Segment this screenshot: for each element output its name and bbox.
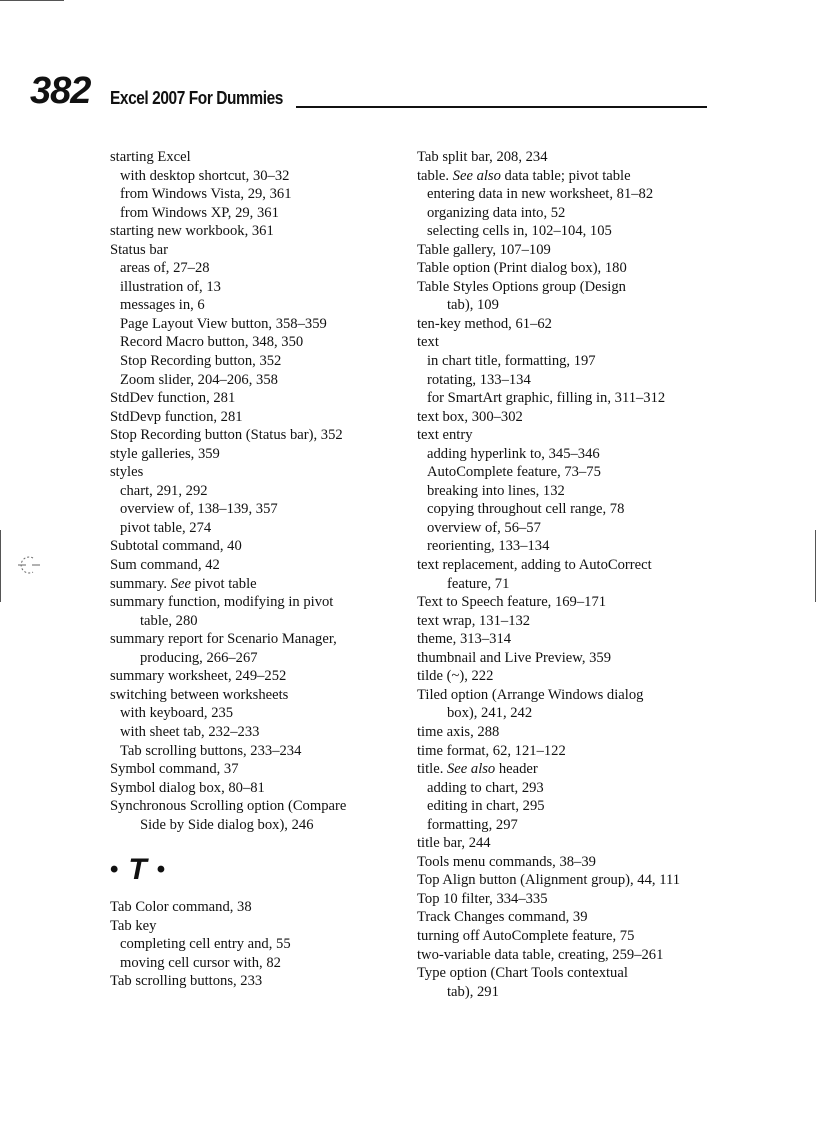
cross-reference-label: See also <box>452 167 501 184</box>
index-entry <box>110 445 410 464</box>
index-entry <box>417 315 717 334</box>
entry-text: pivot table, 274 <box>120 519 212 536</box>
index-entry <box>417 964 717 983</box>
cross-reference-label: See <box>170 575 191 592</box>
index-column-left <box>110 148 410 991</box>
index-entry <box>417 834 717 853</box>
entry-text: adding hyperlink to, 345–346 <box>427 445 600 462</box>
index-subentry <box>417 185 717 204</box>
entry-text: theme, 313–314 <box>417 631 512 648</box>
entry-text: time axis, 288 <box>417 723 500 740</box>
index-entry-continuation <box>417 704 717 723</box>
entry-text: style galleries, 359 <box>110 445 220 462</box>
index-subentry <box>110 723 410 742</box>
entry-text: rotating, 133–134 <box>427 371 531 388</box>
entry-text: Symbol command, 37 <box>110 761 239 778</box>
entry-text: editing in chart, 295 <box>427 798 545 815</box>
entry-text: AutoComplete feature, 73–75 <box>427 464 601 481</box>
index-subentry <box>110 315 410 334</box>
entry-text: text wrap, 131–132 <box>417 612 531 629</box>
entry-text: Top 10 filter, 334–335 <box>417 890 548 907</box>
index-column-right <box>417 148 717 1001</box>
entry-text: time format, 62, 121–122 <box>417 742 566 759</box>
index-subentry <box>110 704 410 723</box>
index-entry <box>417 148 717 167</box>
entry-text: StdDevp function, 281 <box>110 408 243 425</box>
entry-text: with keyboard, 235 <box>120 705 234 722</box>
entry-text: Tab scrolling buttons, 233 <box>110 973 263 990</box>
entry-text: summary report for Scenario Manager, <box>110 631 337 648</box>
index-entry <box>417 241 717 260</box>
entry-text: Tab scrolling buttons, 233–234 <box>120 742 302 759</box>
entry-text: header <box>495 761 538 778</box>
index-entry <box>110 148 410 167</box>
entry-text: data table; pivot table <box>500 167 631 184</box>
index-entry <box>110 389 410 408</box>
index-subentry <box>417 371 717 390</box>
index-entry <box>110 575 410 594</box>
entry-text: from Windows Vista, 29, 361 <box>120 186 292 203</box>
index-subentry <box>417 482 717 501</box>
index-entry <box>417 723 717 742</box>
entry-text: adding to chart, 293 <box>427 779 544 796</box>
index-entry <box>110 760 410 779</box>
entry-text: styles <box>110 464 144 481</box>
entry-text: starting new workbook, 361 <box>110 223 274 240</box>
index-entry <box>417 890 717 909</box>
section-heading-t <box>110 834 410 898</box>
entry-text: overview of, 138–139, 357 <box>120 501 278 518</box>
index-subentry <box>110 296 410 315</box>
index-entry <box>417 612 717 631</box>
cross-reference-label: See also <box>447 761 496 778</box>
index-subentry <box>417 519 717 538</box>
entry-text: reorienting, 133–134 <box>427 538 550 555</box>
entry-text: in chart title, formatting, 197 <box>427 353 596 370</box>
index-entry <box>417 871 717 890</box>
header-rule <box>296 106 707 108</box>
entry-text: title bar, 244 <box>417 835 491 852</box>
index-entry-continuation <box>417 296 717 315</box>
entry-text: Tab split bar, 208, 234 <box>417 149 548 165</box>
index-entry <box>417 760 717 779</box>
index-subentry <box>417 352 717 371</box>
index-entry <box>417 630 717 649</box>
index-entry <box>110 630 410 649</box>
entry-text: summary worksheet, 249–252 <box>110 668 287 685</box>
entry-text: with desktop shortcut, 30–32 <box>120 167 290 184</box>
index-subentry <box>110 482 410 501</box>
entry-text: tilde (~), 222 <box>417 668 494 685</box>
index-entry <box>110 537 410 556</box>
index-subentry <box>110 352 410 371</box>
index-entry <box>110 241 410 260</box>
entry-text: overview of, 56–57 <box>427 519 541 536</box>
index-entry <box>110 222 410 241</box>
entry-text: text <box>417 334 439 351</box>
entry-text: Type option (Chart Tools contextual <box>417 965 628 982</box>
entry-text: Top Align button (Alignment group), 44, 111 <box>417 872 680 889</box>
entry-text: moving cell cursor with, 82 <box>120 954 281 971</box>
index-subentry <box>110 500 410 519</box>
index-entry <box>417 167 717 186</box>
entry-text: Sum command, 42 <box>110 557 220 574</box>
entry-text: Subtotal command, 40 <box>110 538 242 555</box>
index-subentry <box>110 167 410 186</box>
entry-text: areas of, 27–28 <box>120 260 210 277</box>
index-entry <box>417 556 717 575</box>
index-subentry <box>417 537 717 556</box>
index-subentry <box>417 445 717 464</box>
index-entry <box>417 259 717 278</box>
index-subentry <box>417 500 717 519</box>
entry-text: text replacement, adding to AutoCorrect <box>417 557 652 574</box>
entry-text: chart, 291, 292 <box>120 482 208 499</box>
index-entry-continuation <box>110 612 410 631</box>
entry-text: from Windows XP, 29, 361 <box>120 204 279 221</box>
entry-text: Status bar <box>110 241 168 258</box>
running-header-title: Excel 2007 For Dummies <box>110 88 283 108</box>
entry-text: feature, 71 <box>447 575 510 592</box>
entry-text: with sheet tab, 232–233 <box>120 723 260 740</box>
entry-text: Tab Color command, 38 <box>110 899 252 916</box>
entry-text: for SmartArt graphic, filling in, 311–312 <box>427 390 666 407</box>
entry-text: tab), 291 <box>447 983 499 1000</box>
index-subentry <box>417 797 717 816</box>
index-entry-continuation <box>417 575 717 594</box>
index-entry-continuation <box>110 816 410 835</box>
entry-text: Track Changes command, 39 <box>417 909 588 926</box>
entry-text: Tiled option (Arrange Windows dialog <box>417 686 644 703</box>
entry-text: summary function, modifying in pivot <box>110 594 334 611</box>
index-entry <box>110 667 410 686</box>
entry-text: Table option (Print dialog box), 180 <box>417 260 627 277</box>
index-entry <box>110 972 410 991</box>
entry-text: turning off AutoComplete feature, 75 <box>417 927 635 944</box>
index-entry <box>417 593 717 612</box>
index-entry <box>417 742 717 761</box>
entry-text: copying throughout cell range, 78 <box>427 501 625 518</box>
entry-text: text box, 300–302 <box>417 408 523 425</box>
index-subentry <box>110 259 410 278</box>
index-entry <box>417 853 717 872</box>
entry-text: Table gallery, 107–109 <box>417 241 551 258</box>
index-subentry <box>110 185 410 204</box>
entry-text: Synchronous Scrolling option (Compare <box>110 798 347 815</box>
index-subentry <box>110 204 410 223</box>
index-entry <box>110 463 410 482</box>
index-subentry <box>417 389 717 408</box>
entry-text: Stop Recording button, 352 <box>120 353 282 370</box>
entry-text: pivot table <box>190 575 257 592</box>
entry-text: table. <box>417 167 453 184</box>
index-entry <box>110 593 410 612</box>
entry-text: Tools menu commands, 38–39 <box>417 853 596 870</box>
index-subentry <box>417 779 717 798</box>
index-entry-continuation <box>417 983 717 1002</box>
entry-text: summary. <box>110 575 171 592</box>
index-entry <box>417 908 717 927</box>
index-subentry <box>110 954 410 973</box>
entry-text: ten-key method, 61–62 <box>417 315 552 332</box>
index-subentry <box>110 935 410 954</box>
index-entry <box>417 927 717 946</box>
entry-text: StdDev function, 281 <box>110 390 236 407</box>
index-entry <box>110 898 410 917</box>
entry-text: organizing data into, 52 <box>427 204 566 221</box>
entry-text: Stop Recording button (Status bar), 352 <box>110 427 343 444</box>
index-entry <box>110 408 410 427</box>
entry-text: Text to Speech feature, 169–171 <box>417 594 607 611</box>
index-subentry <box>110 371 410 390</box>
index-entry <box>417 426 717 445</box>
bullet-right: • <box>156 855 166 883</box>
index-subentry <box>417 204 717 223</box>
entry-text: formatting, 297 <box>427 816 518 833</box>
entry-text: Record Macro button, 348, 350 <box>120 334 304 351</box>
section-letter: T <box>128 852 147 886</box>
index-subentry <box>417 463 717 482</box>
entry-text: messages in, 6 <box>120 297 205 314</box>
entry-text: box), 241, 242 <box>447 705 533 722</box>
index-subentry <box>110 742 410 761</box>
index-subentry <box>110 278 410 297</box>
index-subentry <box>110 519 410 538</box>
entry-text: Zoom slider, 204–206, 358 <box>120 371 278 388</box>
index-entry-continuation <box>110 649 410 668</box>
entry-text: producing, 266–267 <box>140 649 258 666</box>
index-entry <box>110 797 410 816</box>
index-entry <box>417 667 717 686</box>
entry-text: entering data in new worksheet, 81–82 <box>427 186 654 203</box>
index-entry <box>417 408 717 427</box>
entry-text: table, 280 <box>140 612 198 629</box>
index-subentry <box>417 222 717 241</box>
crop-mark-top <box>0 0 64 1</box>
entry-text: selecting cells in, 102–104, 105 <box>427 223 612 240</box>
index-entry <box>417 278 717 297</box>
index-entry <box>417 686 717 705</box>
entry-text: thumbnail and Live Preview, 359 <box>417 649 612 666</box>
index-entry <box>110 556 410 575</box>
registration-mark-icon <box>18 554 40 576</box>
entry-text: Symbol dialog box, 80–81 <box>110 779 265 796</box>
index-entry <box>110 686 410 705</box>
index-entry <box>110 426 410 445</box>
entry-text: two-variable data table, creating, 259–261 <box>417 946 664 963</box>
entry-text: title. <box>417 761 447 778</box>
entry-text: breaking into lines, 132 <box>427 482 565 499</box>
entry-text: Tab key <box>110 917 157 934</box>
index-entry <box>110 917 410 936</box>
index-entry <box>417 333 717 352</box>
entry-text: Page Layout View button, 358–359 <box>120 315 327 332</box>
entry-text: text entry <box>417 427 473 444</box>
registration-line-left <box>0 530 1 602</box>
entry-text: tab), 109 <box>447 297 499 314</box>
index-entry <box>417 946 717 965</box>
entry-text: starting Excel <box>110 149 191 165</box>
index-subentry <box>110 333 410 352</box>
index-entry <box>417 649 717 668</box>
entry-text: switching between worksheets <box>110 686 289 703</box>
entry-text: completing cell entry and, 55 <box>120 936 291 953</box>
page-number: 382 <box>30 70 91 112</box>
entry-text: Side by Side dialog box), 246 <box>140 816 314 833</box>
index-subentry <box>417 816 717 835</box>
index-entry <box>110 779 410 798</box>
bullet-left: • <box>110 855 119 883</box>
entry-text: illustration of, 13 <box>120 278 221 295</box>
entry-text: Table Styles Options group (Design <box>417 278 626 295</box>
